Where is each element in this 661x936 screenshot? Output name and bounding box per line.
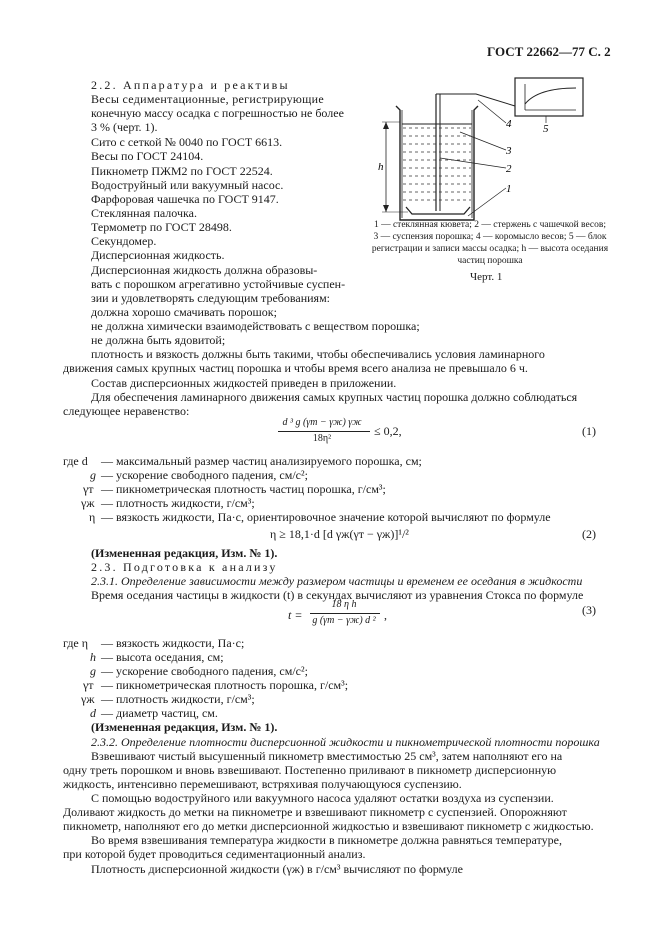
paragraph-line: Доливают жидкость до метки на пикнометре и взвешивают пикнометр с суспензией. Опорожняют	[63, 805, 567, 819]
item-text: Стеклянная палочка.	[91, 206, 197, 220]
where-symbol: η	[89, 510, 96, 524]
revision-note: (Измененная редакция, Изм. № 1).	[91, 546, 278, 560]
item-text: Весы седиментационные, регистрирующие	[91, 92, 325, 106]
figure-label: h	[378, 161, 384, 173]
balance-beam	[436, 94, 515, 106]
requirements-intro: Дисперсионная жидкость должна образовы-	[91, 263, 318, 277]
composition-note: Состав дисперсионных жидкостей приведен в приложении.	[91, 376, 397, 390]
where-definition: — пикнометрическая плотность частиц порошка, г/см³;	[101, 482, 386, 496]
eq1-numerator: d ³ g (γт − γж) γж	[282, 417, 362, 428]
requirement-item: не должна быть ядовитой;	[91, 333, 226, 347]
subsection-2-3-1: 2.3.1. Определение зависимости между размером частицы и временем ее оседания в жидкости	[91, 574, 583, 588]
page-header: ГОСТ 22662—77 С. 2	[487, 44, 611, 59]
paragraph-line: пикнометр, наполняют его до метки дисперсионной жидкостью и взвешивают пикнометр с жидкостью.	[63, 819, 594, 833]
figure-label: 1	[506, 183, 512, 195]
where-symbol: h	[90, 650, 96, 664]
where-definition: — ускорение свободного падения, см/с²;	[101, 664, 308, 678]
eq1-denominator: 18η²	[312, 433, 332, 444]
paragraph-line: одну треть порошком и вновь взвешивают. Постепенно приливают в пикнометр дисперсионную	[63, 763, 557, 777]
eq2-number: (2)	[582, 527, 596, 541]
section-heading-2-3: 2.3. Подготовка к анализу	[91, 560, 278, 574]
where-symbol: где η	[63, 636, 89, 650]
figure-caption: 1 — стеклянная кювета; 2 — стержень с чашечкой весов;	[373, 220, 607, 230]
eq1-number: (1)	[582, 424, 596, 438]
item-text: Весы по ГОСТ 24104.	[91, 149, 204, 163]
where-definition: — вязкость жидкости, Па·с, ориентировочное значение которой вычисляют по формуле	[101, 510, 551, 524]
figure-caption: 3 — суспензия порошка; 4 — коромысло весов; 5 — блок	[373, 232, 607, 242]
figure-label: 2	[506, 163, 512, 175]
item-text: Секундомер.	[91, 234, 157, 248]
figure-label: 5	[543, 123, 549, 135]
item-text: Термометр по ГОСТ 28498.	[91, 220, 232, 234]
requirement-item: движения самых крупных частиц порошка и чтобы время всего анализа не превышало 6 ч.	[63, 361, 528, 375]
figure-caption: регистрации и записи массы осадка; h — высота оседания	[371, 244, 609, 254]
item-text: Пикнометр ПЖМ2 по ГОСТ 22524.	[91, 164, 273, 178]
paragraph-line: Взвешивают чистый высушенный пикнометр вместимостью 25 см³, затем наполняют его на	[91, 749, 563, 763]
where-symbol: g	[90, 664, 96, 678]
eq3-numerator: 18 η h	[331, 599, 357, 610]
where-definition: — максимальный размер частиц анализируемого порошка, см;	[101, 454, 422, 468]
laminar-intro: следующее неравенство:	[63, 404, 190, 418]
where-definition: — вязкость жидкости, Па·с;	[101, 636, 245, 650]
where-symbol: где d	[63, 454, 88, 468]
item-text: Фарфоровая чашечка по ГОСТ 9147.	[91, 192, 279, 206]
where-definition: — ускорение свободного падения, см/с²;	[101, 468, 308, 482]
requirement-item: не должна химически взаимодействовать с веществом порошка;	[91, 319, 420, 333]
where-symbol: γт	[83, 678, 94, 692]
figure-label: 3	[506, 145, 512, 157]
eq3-fraction-bar	[310, 613, 380, 614]
figure-label: 4	[506, 118, 512, 130]
where-symbol: γж	[81, 692, 95, 706]
where-symbol: g	[90, 468, 96, 482]
where-definition: — высота оседания, см;	[101, 650, 224, 664]
where-symbol: γж	[81, 496, 95, 510]
item-text: 3 % (черт. 1).	[91, 120, 158, 134]
paragraph-line: С помощью водоструйного или вакуумного насоса удаляют остатки воздуха из суспензии.	[91, 791, 554, 805]
revision-note: (Измененная редакция, Изм. № 1).	[91, 720, 278, 734]
paragraph-line: жидкость, интенсивно перемешивают, встряхивая получающуюся суспензию.	[63, 777, 462, 791]
section-heading-2-2: 2.2. Аппаратура и реактивы	[91, 78, 290, 92]
apparatus-figure	[378, 76, 608, 236]
where-definition: — диаметр частиц, см.	[101, 706, 218, 720]
glass-cuvette	[396, 106, 478, 220]
item-text: Дисперсионная жидкость.	[91, 248, 225, 262]
eq3-lhs: t =	[288, 608, 303, 622]
requirement-item: должна хорошо смачивать порошок;	[91, 305, 277, 319]
requirement-item: плотность и вязкость должны быть такими, чтобы обеспечивались условия ламинарного	[91, 347, 545, 361]
eq3-tail: ,	[384, 608, 387, 622]
paragraph-line: Во время взвешивания температура жидкости в пикнометре должна равняться температуре,	[91, 833, 562, 847]
paragraph-line: Плотность дисперсионной жидкости (γж) в г/см³ вычисляют по формуле	[91, 862, 463, 876]
where-definition: — плотность жидкости, г/см³;	[101, 496, 255, 510]
where-definition: — плотность жидкости, г/см³;	[101, 692, 255, 706]
recording-curve	[525, 88, 576, 104]
item-text: Сито с сеткой № 0040 по ГОСТ 6613.	[91, 135, 283, 149]
eq3-denominator: g (γт − γж) d ²	[312, 615, 376, 626]
where-symbol: γт	[83, 482, 94, 496]
eq2-formula: η ≥ 18,1·d [d γж(γт − γж)]¹/²	[270, 527, 409, 541]
stokes-intro: Время оседания частицы в жидкости (t) в секундах вычисляют из уравнения Стокса по формуле	[91, 588, 584, 602]
eq1-fraction-bar	[278, 431, 370, 432]
pan	[406, 207, 470, 214]
figure-caption: частиц порошка	[457, 256, 523, 266]
where-symbol: d	[90, 706, 96, 720]
eq3-number: (3)	[582, 603, 596, 617]
where-definition: — пикнометрическая плотность порошка, г/см³;	[101, 678, 349, 692]
suspension	[403, 128, 471, 200]
laminar-intro: Для обеспечения ламинарного движения самых крупных частиц порошка должно соблюдаться	[91, 390, 578, 404]
requirements-intro: зии и удовлетворять следующим требованиям:	[91, 291, 330, 305]
paragraph-line: при которой будет проводиться седиментационный анализ.	[63, 847, 366, 861]
eq1-rhs: ≤ 0,2,	[374, 424, 402, 438]
requirements-intro: вать с порошком агрегативно устойчивые суспен-	[91, 277, 346, 291]
item-text: Водоструйный или вакуумный насос.	[91, 178, 284, 192]
subsection-2-3-2: 2.3.2. Определение плотности дисперсионной жидкости и пикнометрической плотности порошка	[91, 735, 600, 749]
item-text: конечную массу осадка с погрешностью не более	[91, 106, 344, 120]
figure-title: Черт. 1	[470, 271, 503, 283]
